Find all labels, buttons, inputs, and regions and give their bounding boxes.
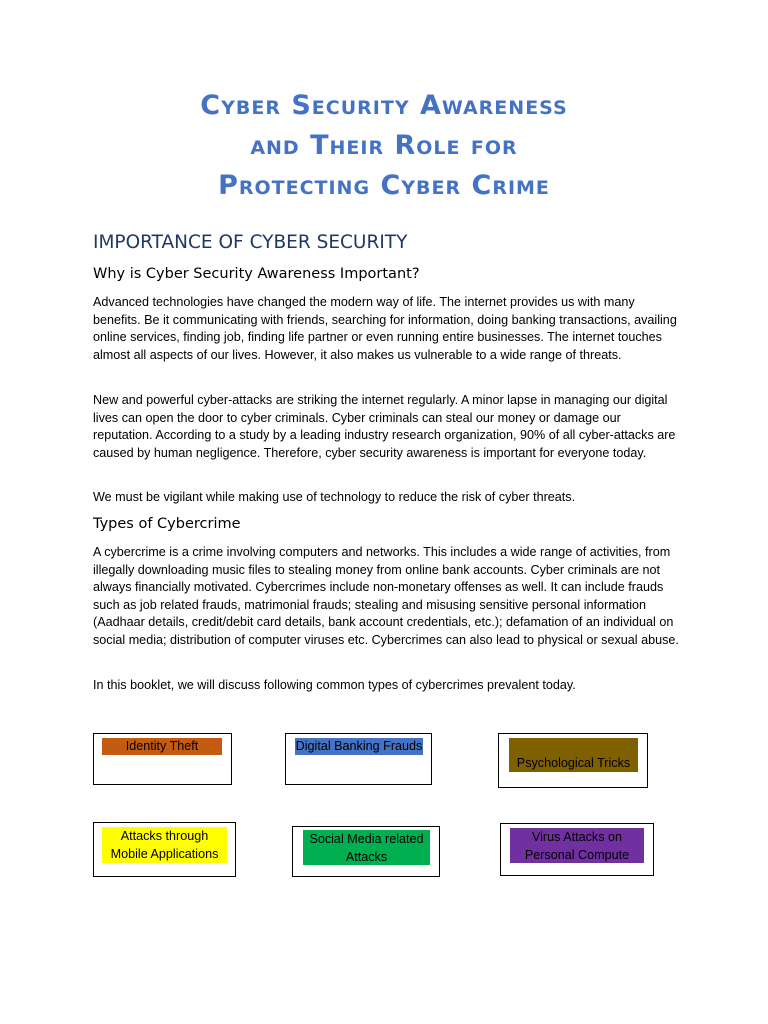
- subheading-types: Types of Cybercrime: [93, 516, 241, 532]
- category-label-virus: Virus Attacks on Personal Compute: [510, 828, 644, 863]
- category-label-digital-banking: Digital Banking Frauds: [295, 739, 423, 753]
- category-box-virus: [500, 823, 654, 876]
- paragraph-cyber-attacks: New and powerful cyber-attacks are striking the internet regularly. A minor lapse in managing our digital lives can open the door to cyber criminals. Cyber criminals can steal our money or damage our reputation. According to a study by a leading industry research organization, 90% of all cyber-attacks are caused by human negligence. Therefore, cyber security awareness is important for everyone today.: [93, 393, 676, 460]
- category-box-social-media: [292, 826, 440, 877]
- paragraph-vigilant: We must be vigilant while making use of technology to reduce the risk of cyber threats.: [93, 490, 576, 504]
- section-heading-importance: IMPORTANCE OF CYBER SECURITY: [93, 232, 408, 253]
- category-box-digital-banking: [285, 733, 432, 785]
- paragraph-advanced-technologies: Advanced technologies have changed the modern way of life. The internet provides us with many benefits. Be it communicating with friends, searching for information, doing banking transactions, availing online services, finding job, finding life partner or even running entire businesses. The internet touches almost all aspects of our lives. However, it also makes us vulnerable to a wide range of threats.: [93, 295, 677, 362]
- title-line-3: Protecting Cyber Crime: [218, 170, 550, 201]
- category-label-social-media: Social Media related Attacks: [303, 830, 430, 865]
- category-box-identity-theft: [93, 733, 232, 785]
- paragraph-booklet-intro: In this booklet, we will discuss following common types of cybercrimes prevalent today.: [93, 678, 576, 692]
- paragraph-cybercrime-definition: A cybercrime is a crime involving computers and networks. This includes a wide range of activities, from illegally downloading music files to stealing money from online bank accounts. Cyber criminals are not always financially motivated. Cybercrimes include non-monetary offenses as well. It can include frauds such as job related frauds, matrimonial frauds; stealing and misusing sensitive personal information (Aadhaar details, credit/debit card details, bank account credentials, etc.); defamation of an individual on social media; distribution of computer viruses etc. Cybercrimes can also lead to physical or sexual abuse.: [93, 545, 679, 647]
- category-box-psychological: [498, 733, 648, 788]
- category-label-psychological: Psychological Tricks: [509, 738, 638, 772]
- title-line-2: and Their Role for: [250, 130, 518, 161]
- category-box-mobile-apps: [93, 822, 236, 877]
- title-line-1: Cyber Security Awareness: [200, 90, 568, 121]
- category-label-identity-theft: Identity Theft: [102, 738, 222, 755]
- subheading-why: Why is Cyber Security Awareness Important?: [93, 266, 420, 282]
- category-label-mobile-apps: Attacks through Mobile Applications: [102, 827, 227, 863]
- document-title: [0, 86, 768, 206]
